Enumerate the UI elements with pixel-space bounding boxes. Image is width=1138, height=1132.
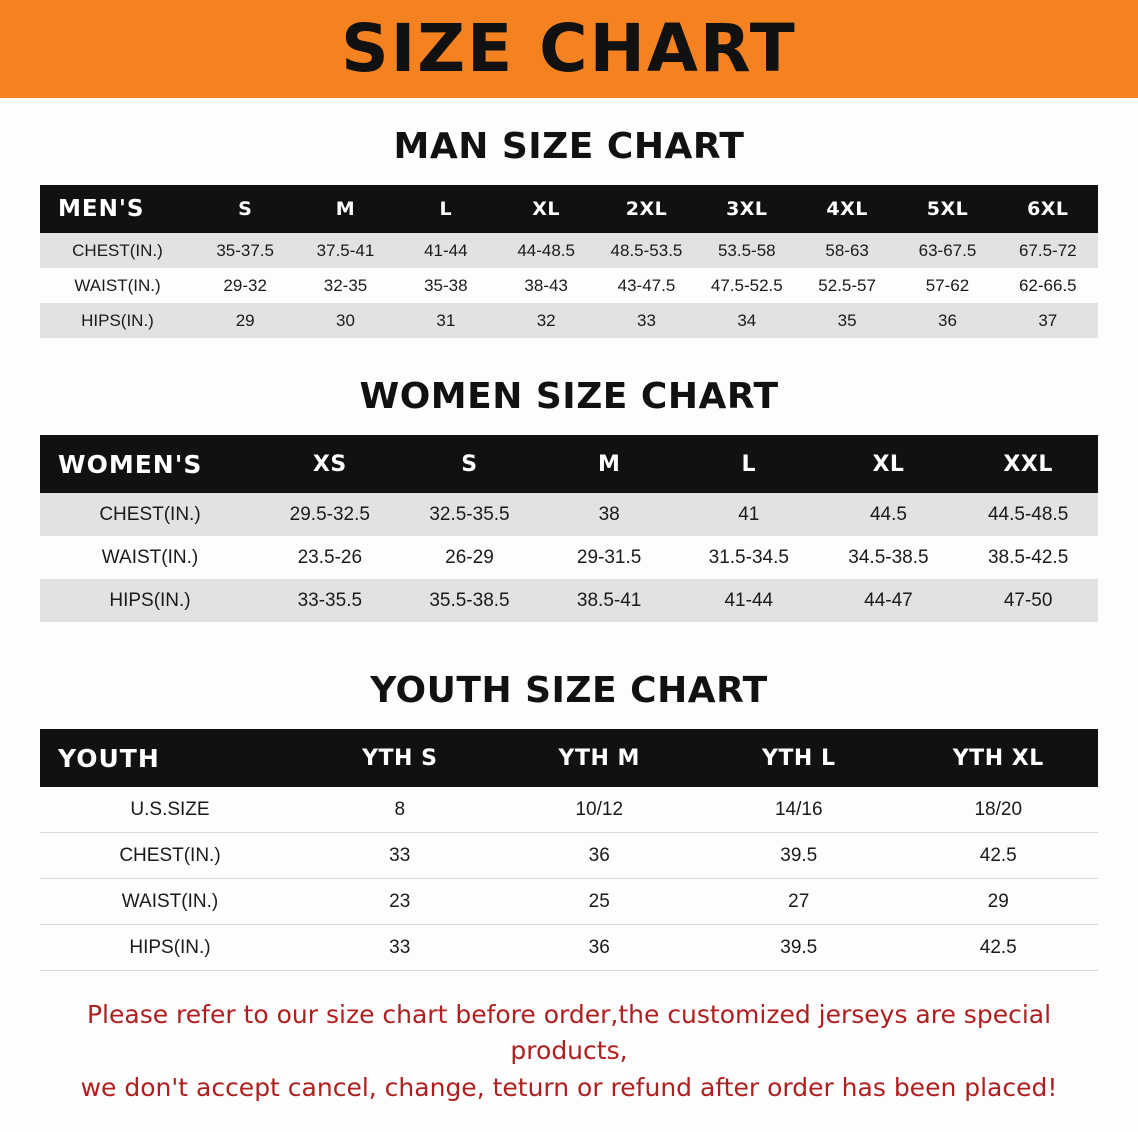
cell: 35-38: [396, 268, 496, 303]
table-row: [40, 268, 1098, 303]
cell: 39.5: [699, 925, 899, 971]
cell: 48.5-53.5: [596, 233, 696, 268]
cell: 29-31.5: [539, 536, 679, 579]
column-header: MEN'S: [58, 196, 145, 222]
column-header: XL: [872, 451, 905, 477]
cell: 36: [500, 925, 700, 971]
row-label: WAIST(IN.): [40, 268, 195, 303]
cell: 33: [596, 303, 696, 338]
cell: 33: [300, 833, 500, 879]
disclaimer-line-2: we don't accept cancel, change, teturn or refund after order has been placed!: [80, 1072, 1058, 1102]
cell: 26-29: [400, 536, 540, 579]
cell: 38: [539, 493, 679, 536]
column-header: XS: [312, 451, 347, 477]
women-size-table: [40, 435, 1098, 622]
table-row: [40, 493, 1098, 536]
table-header-row: [40, 435, 1098, 493]
column-header: 5XL: [926, 198, 969, 220]
cell: 32.5-35.5: [400, 493, 540, 536]
cell: 29-32: [195, 268, 295, 303]
disclaimer-note: [39, 997, 1099, 1106]
cell: 35-37.5: [195, 233, 295, 268]
cell: 29: [899, 879, 1099, 925]
column-header: YOUTH: [58, 743, 160, 773]
women-section-title: WOMEN SIZE CHART: [359, 376, 779, 417]
cell: 41-44: [679, 579, 819, 622]
cell: 14/16: [699, 787, 899, 833]
table-row: [40, 579, 1098, 622]
cell: 30: [295, 303, 395, 338]
cell: 37: [998, 303, 1098, 338]
column-header: 6XL: [1027, 198, 1069, 220]
row-label: CHEST(IN.): [40, 233, 195, 268]
row-label: WAIST(IN.): [40, 879, 300, 925]
column-header: 3XL: [726, 198, 768, 220]
column-header: M: [335, 198, 356, 220]
cell: 37.5-41: [295, 233, 395, 268]
row-label: CHEST(IN.): [40, 493, 260, 536]
cell: 32-35: [295, 268, 395, 303]
cell: 38.5-41: [539, 579, 679, 622]
cell: 36: [500, 833, 700, 879]
column-header: XL: [532, 198, 561, 220]
cell: 47.5-52.5: [697, 268, 797, 303]
column-header: YTH S: [362, 745, 438, 771]
cell: 35.5-38.5: [400, 579, 540, 622]
column-header: L: [439, 198, 453, 220]
women-table-wrap: [40, 435, 1098, 622]
man-section-title: MAN SIZE CHART: [393, 126, 745, 167]
cell: 67.5-72: [998, 233, 1098, 268]
cell: 23.5-26: [260, 536, 400, 579]
cell: 34.5-38.5: [819, 536, 959, 579]
cell: 47-50: [958, 579, 1098, 622]
cell: 23: [300, 879, 500, 925]
column-header: S: [461, 451, 478, 477]
table-row: [40, 879, 1098, 925]
cell: 42.5: [899, 833, 1099, 879]
column-header: S: [238, 198, 253, 220]
cell: 44-48.5: [496, 233, 596, 268]
man-table-wrap: [40, 185, 1098, 338]
cell: 57-62: [897, 268, 997, 303]
row-label: WAIST(IN.): [40, 536, 260, 579]
youth-section-title: YOUTH SIZE CHART: [370, 670, 768, 711]
row-label: HIPS(IN.): [40, 579, 260, 622]
cell: 63-67.5: [897, 233, 997, 268]
cell: 42.5: [899, 925, 1099, 971]
cell: 41: [679, 493, 819, 536]
cell: 36: [897, 303, 997, 338]
column-header: YTH M: [558, 745, 640, 771]
column-header: XXL: [1003, 451, 1053, 477]
table-row: [40, 787, 1098, 833]
cell: 38-43: [496, 268, 596, 303]
column-header: 4XL: [826, 198, 868, 220]
cell: 58-63: [797, 233, 897, 268]
cell: 33-35.5: [260, 579, 400, 622]
cell: 62-66.5: [998, 268, 1098, 303]
cell: 33: [300, 925, 500, 971]
cell: 10/12: [500, 787, 700, 833]
cell: 31.5-34.5: [679, 536, 819, 579]
column-header: YTH L: [761, 745, 836, 771]
column-header: WOMEN'S: [58, 449, 203, 479]
cell: 29.5-32.5: [260, 493, 400, 536]
youth-table-wrap: [40, 729, 1098, 971]
man-size-table: [40, 185, 1098, 338]
cell: 27: [699, 879, 899, 925]
disclaimer-line-1: Please refer to our size chart before order,the customized jerseys are special products,: [86, 1000, 1052, 1066]
cell: 41-44: [396, 233, 496, 268]
page-title: SIZE CHART: [341, 10, 797, 87]
youth-size-table: [40, 729, 1098, 971]
cell: 52.5-57: [797, 268, 897, 303]
column-header: 2XL: [625, 198, 668, 220]
column-header: M: [597, 451, 621, 477]
cell: 44.5: [819, 493, 959, 536]
table-row: [40, 833, 1098, 879]
table-row: [40, 303, 1098, 338]
column-header: YTH XL: [952, 745, 1044, 771]
table-header-row: [40, 185, 1098, 233]
cell: 18/20: [899, 787, 1099, 833]
row-label: HIPS(IN.): [40, 303, 195, 338]
row-label: CHEST(IN.): [40, 833, 300, 879]
header-banner: [0, 0, 1138, 98]
table-row: [40, 536, 1098, 579]
cell: 44.5-48.5: [958, 493, 1098, 536]
cell: 34: [697, 303, 797, 338]
cell: 43-47.5: [596, 268, 696, 303]
cell: 29: [195, 303, 295, 338]
cell: 8: [300, 787, 500, 833]
cell: 39.5: [699, 833, 899, 879]
table-row: [40, 925, 1098, 971]
row-label: HIPS(IN.): [40, 925, 300, 971]
cell: 32: [496, 303, 596, 338]
row-label: U.S.SIZE: [40, 787, 300, 833]
column-header: L: [741, 451, 757, 477]
cell: 44-47: [819, 579, 959, 622]
cell: 35: [797, 303, 897, 338]
table-row: [40, 233, 1098, 268]
cell: 25: [500, 879, 700, 925]
cell: 31: [396, 303, 496, 338]
table-header-row: [40, 729, 1098, 787]
cell: 38.5-42.5: [958, 536, 1098, 579]
cell: 53.5-58: [697, 233, 797, 268]
